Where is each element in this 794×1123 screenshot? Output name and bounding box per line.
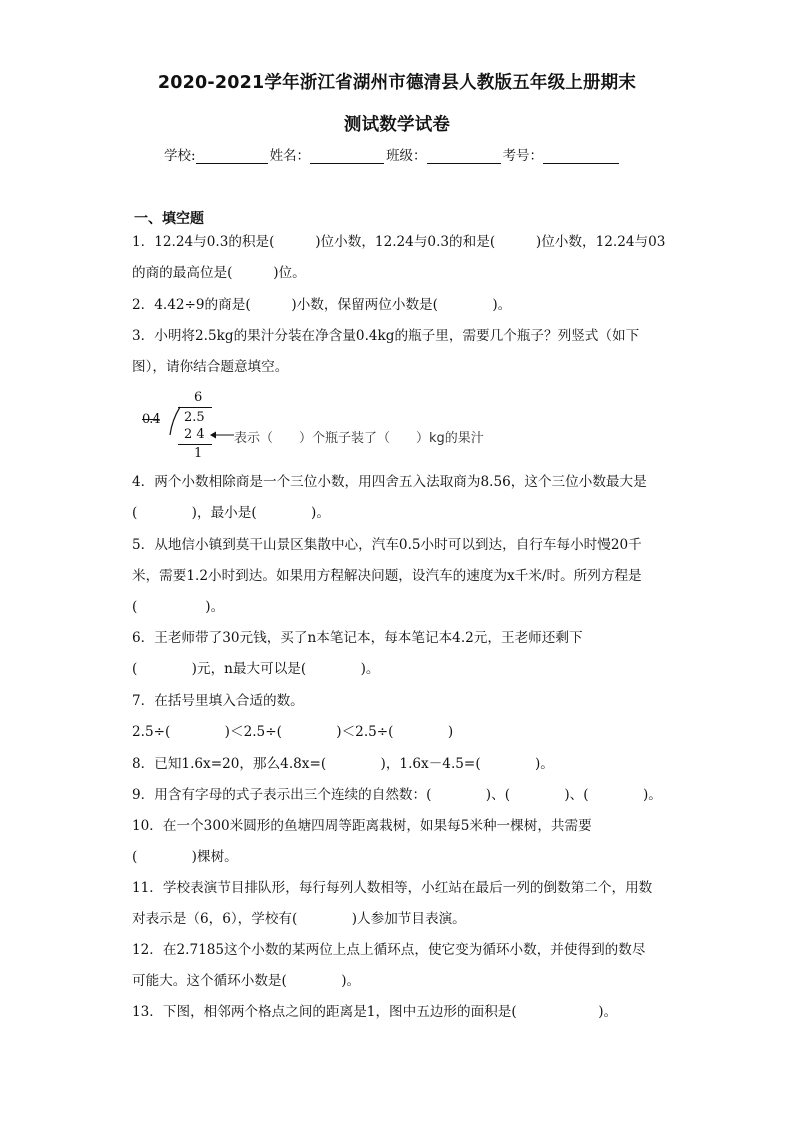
exam-number-blank[interactable]: [543, 149, 619, 164]
question-11-line2: 对表示是（6，6），学校有( )人参加节目表演。: [132, 911, 466, 927]
exam-title-line1: 2020-2021学年浙江省湖州市德清县人教版五年级上册期末: [157, 73, 637, 93]
question-2: 2．4.42÷9的商是( )小数，保留两位小数是( )。: [132, 297, 512, 313]
question-6-line1: 6．王老师带了30元钱，买了n本笔记本，每本笔记本4.2元，王老师还剩下: [132, 630, 583, 646]
question-10-line1: 10．在一个300米圆形的鱼塘四周等距离栽树，如果每5米种一棵树，共需要: [132, 818, 592, 834]
arrow-left-icon: [210, 430, 234, 440]
student-info-row: [164, 144, 621, 164]
question-3-line1: 3．小明将2.5kg的果汁分装在净含量0.4kg的瓶子里，需要几个瓶子？列竖式（如下: [132, 328, 640, 344]
question-5-line1: 5．从地信小镇到莫干山景区集散中心，汽车0.5小时可以到达，自行车每小时慢20千: [132, 537, 642, 553]
school-label: 学校:: [164, 148, 196, 164]
name-blank[interactable]: [310, 149, 384, 164]
class-blank[interactable]: [427, 149, 501, 164]
question-13: 13．下图，相邻两个格点之间的距离是1，图中五边形的面积是( )。: [132, 1004, 618, 1020]
long-division-figure: [142, 388, 502, 468]
division-bar: [178, 407, 212, 408]
question-12-line1: 12．在2.7185这个小数的某两位上点上循环点，使它变为循环小数，并使得到的数尽: [132, 942, 646, 958]
question-6-line2: ( )元，n最大可以是( )。: [132, 661, 380, 677]
question-11-line1: 11．学校表演节目排队形，每行每列人数相等，小红站在最后一列的倒数第二个，用数: [132, 880, 653, 896]
division-note: 表示（ ）个瓶子装了（ ）kg的果汁: [234, 431, 484, 446]
question-10-line2: ( )棵树。: [132, 849, 238, 865]
question-1-line2: 的商的最高位是( )位。: [132, 265, 306, 281]
question-8: 8．已知1.6x=20，那么4.8x=( )，1.6x－4.5=( )。: [132, 756, 554, 772]
question-4-line2: ( )，最小是( )。: [132, 505, 330, 521]
division-quotient: 6: [194, 390, 203, 405]
question-5-line3: ( )。: [132, 599, 225, 615]
division-product: 2 4: [184, 427, 205, 442]
question-7-line1: 7．在括号里填入合适的数。: [132, 693, 304, 709]
school-blank[interactable]: [196, 149, 268, 164]
question-7-line2: 2.5÷( )＜2.5÷( )＜2.5÷( ): [132, 724, 454, 740]
name-label: 姓名：: [269, 148, 311, 164]
exam-title-line2: 测试数学试卷: [343, 115, 451, 135]
question-9: 9．用含有字母的式子表示出三个连续的自然数：( )、( )、( )。: [132, 787, 662, 803]
question-1-line1: 1．12.24与0.3的积是( )位小数，12.24与0.3的和是( )位小数，12.24与03: [132, 234, 666, 250]
question-5-line2: 米，需要1.2小时到达。如果用方程解决问题，设汽车的速度为x千米/时。所列方程是: [132, 568, 642, 584]
question-3-line2: 图），请你结合题意填空。: [132, 359, 289, 375]
division-subtract-line: [178, 444, 212, 445]
section-title: 一、填空题: [134, 211, 204, 227]
division-remainder: 1: [194, 446, 203, 461]
question-4-line1: 4．两个小数相除商是一个三位小数，用四舍五入法取商为8.56，这个三位小数最大是: [132, 474, 647, 490]
question-12-line2: 可能大。这个循环小数是( )。: [132, 973, 361, 989]
division-dividend: 2.5: [184, 410, 205, 425]
class-label: 班级：: [386, 148, 427, 164]
division-bracket: [168, 406, 182, 436]
exam-number-label: 考号：: [502, 148, 544, 164]
division-divisor: 0.4: [142, 412, 160, 427]
